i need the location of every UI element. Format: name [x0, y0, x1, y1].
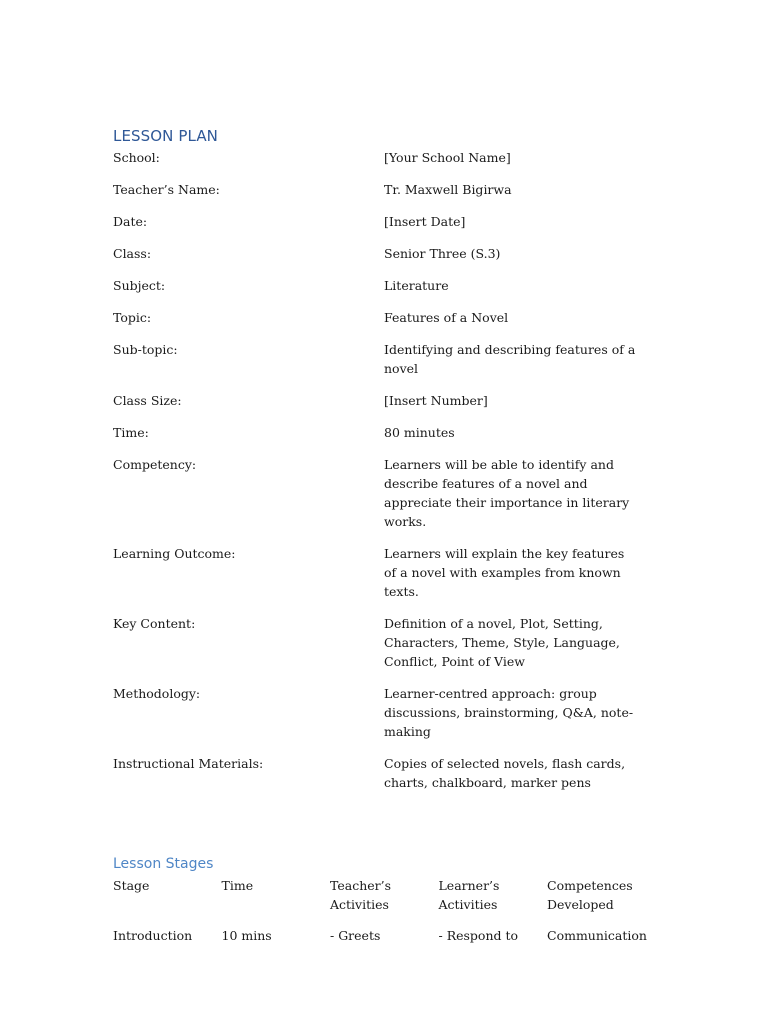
field-label: Class Size:	[113, 393, 182, 408]
field-date	[113, 212, 653, 231]
field-value: Learners will be able to identify and describe features of a novel and appreciate their importance in literary works.	[384, 457, 630, 529]
document-page	[113, 126, 653, 945]
column-header: Learner’s Activities	[438, 878, 500, 912]
field-label: School:	[113, 150, 160, 165]
field-value: Senior Three (S.3)	[384, 246, 501, 261]
field-teacher	[113, 180, 653, 199]
field-label: Class:	[113, 246, 152, 261]
field-label: Learning Outcome:	[113, 546, 236, 561]
field-competency	[113, 455, 653, 531]
section-heading: Lesson Stages	[113, 856, 214, 872]
field-time	[113, 423, 653, 442]
field-value: Definition of a novel, Plot, Setting, Characters, Theme, Style, Language, Conflict, Point of View	[384, 616, 620, 669]
field-value: Literature	[384, 278, 449, 293]
field-school	[113, 148, 653, 167]
field-label: Key Content:	[113, 616, 196, 631]
field-label: Date:	[113, 214, 148, 229]
table-cell: 10 mins	[221, 928, 272, 943]
table-row	[113, 926, 653, 945]
lesson-stages-section	[113, 854, 653, 945]
field-label: Teacher’s Name:	[113, 182, 220, 197]
field-label: Sub-topic:	[113, 342, 178, 357]
field-label: Time:	[113, 425, 149, 440]
field-value: Features of a Novel	[384, 310, 509, 325]
field-value: [Insert Date]	[384, 214, 466, 229]
field-key-content	[113, 614, 653, 671]
table-cell: - Greets	[330, 928, 381, 943]
field-value: [Insert Number]	[384, 393, 488, 408]
column-header: Teacher’s Activities	[330, 878, 392, 912]
stages-header-row	[113, 876, 653, 914]
field-value: Learners will explain the key features of a novel with examples from known texts.	[384, 546, 625, 599]
table-cell: Communication	[547, 928, 647, 943]
field-methodology	[113, 684, 653, 741]
field-label: Subject:	[113, 278, 166, 293]
field-class	[113, 244, 653, 263]
field-class-size	[113, 391, 653, 410]
field-instructional-materials	[113, 754, 653, 792]
field-learning-outcome	[113, 544, 653, 601]
field-label: Topic:	[113, 310, 152, 325]
lesson-details	[113, 148, 653, 792]
field-value: Copies of selected novels, flash cards, charts, chalkboard, marker pens	[384, 756, 626, 790]
field-value: 80 minutes	[384, 425, 455, 440]
field-value: Tr. Maxwell Bigirwa	[384, 182, 512, 197]
field-value: Identifying and describing features of a novel	[384, 342, 636, 376]
field-value: Learner-centred approach: group discussions, brainstorming, Q&A, note-making	[384, 686, 634, 739]
column-header: Time	[221, 878, 254, 893]
field-subject	[113, 276, 653, 295]
field-sub-topic	[113, 340, 653, 378]
table-cell: - Respond to	[438, 928, 519, 943]
page-title: LESSON PLAN	[113, 127, 219, 145]
field-topic	[113, 308, 653, 327]
column-header: Competences Developed	[547, 878, 633, 912]
column-header: Stage	[113, 878, 150, 893]
field-label: Competency:	[113, 457, 197, 472]
table-cell: Introduction	[113, 928, 193, 943]
field-label: Instructional Materials:	[113, 756, 264, 771]
field-label: Methodology:	[113, 686, 201, 701]
field-value: [Your School Name]	[384, 150, 511, 165]
